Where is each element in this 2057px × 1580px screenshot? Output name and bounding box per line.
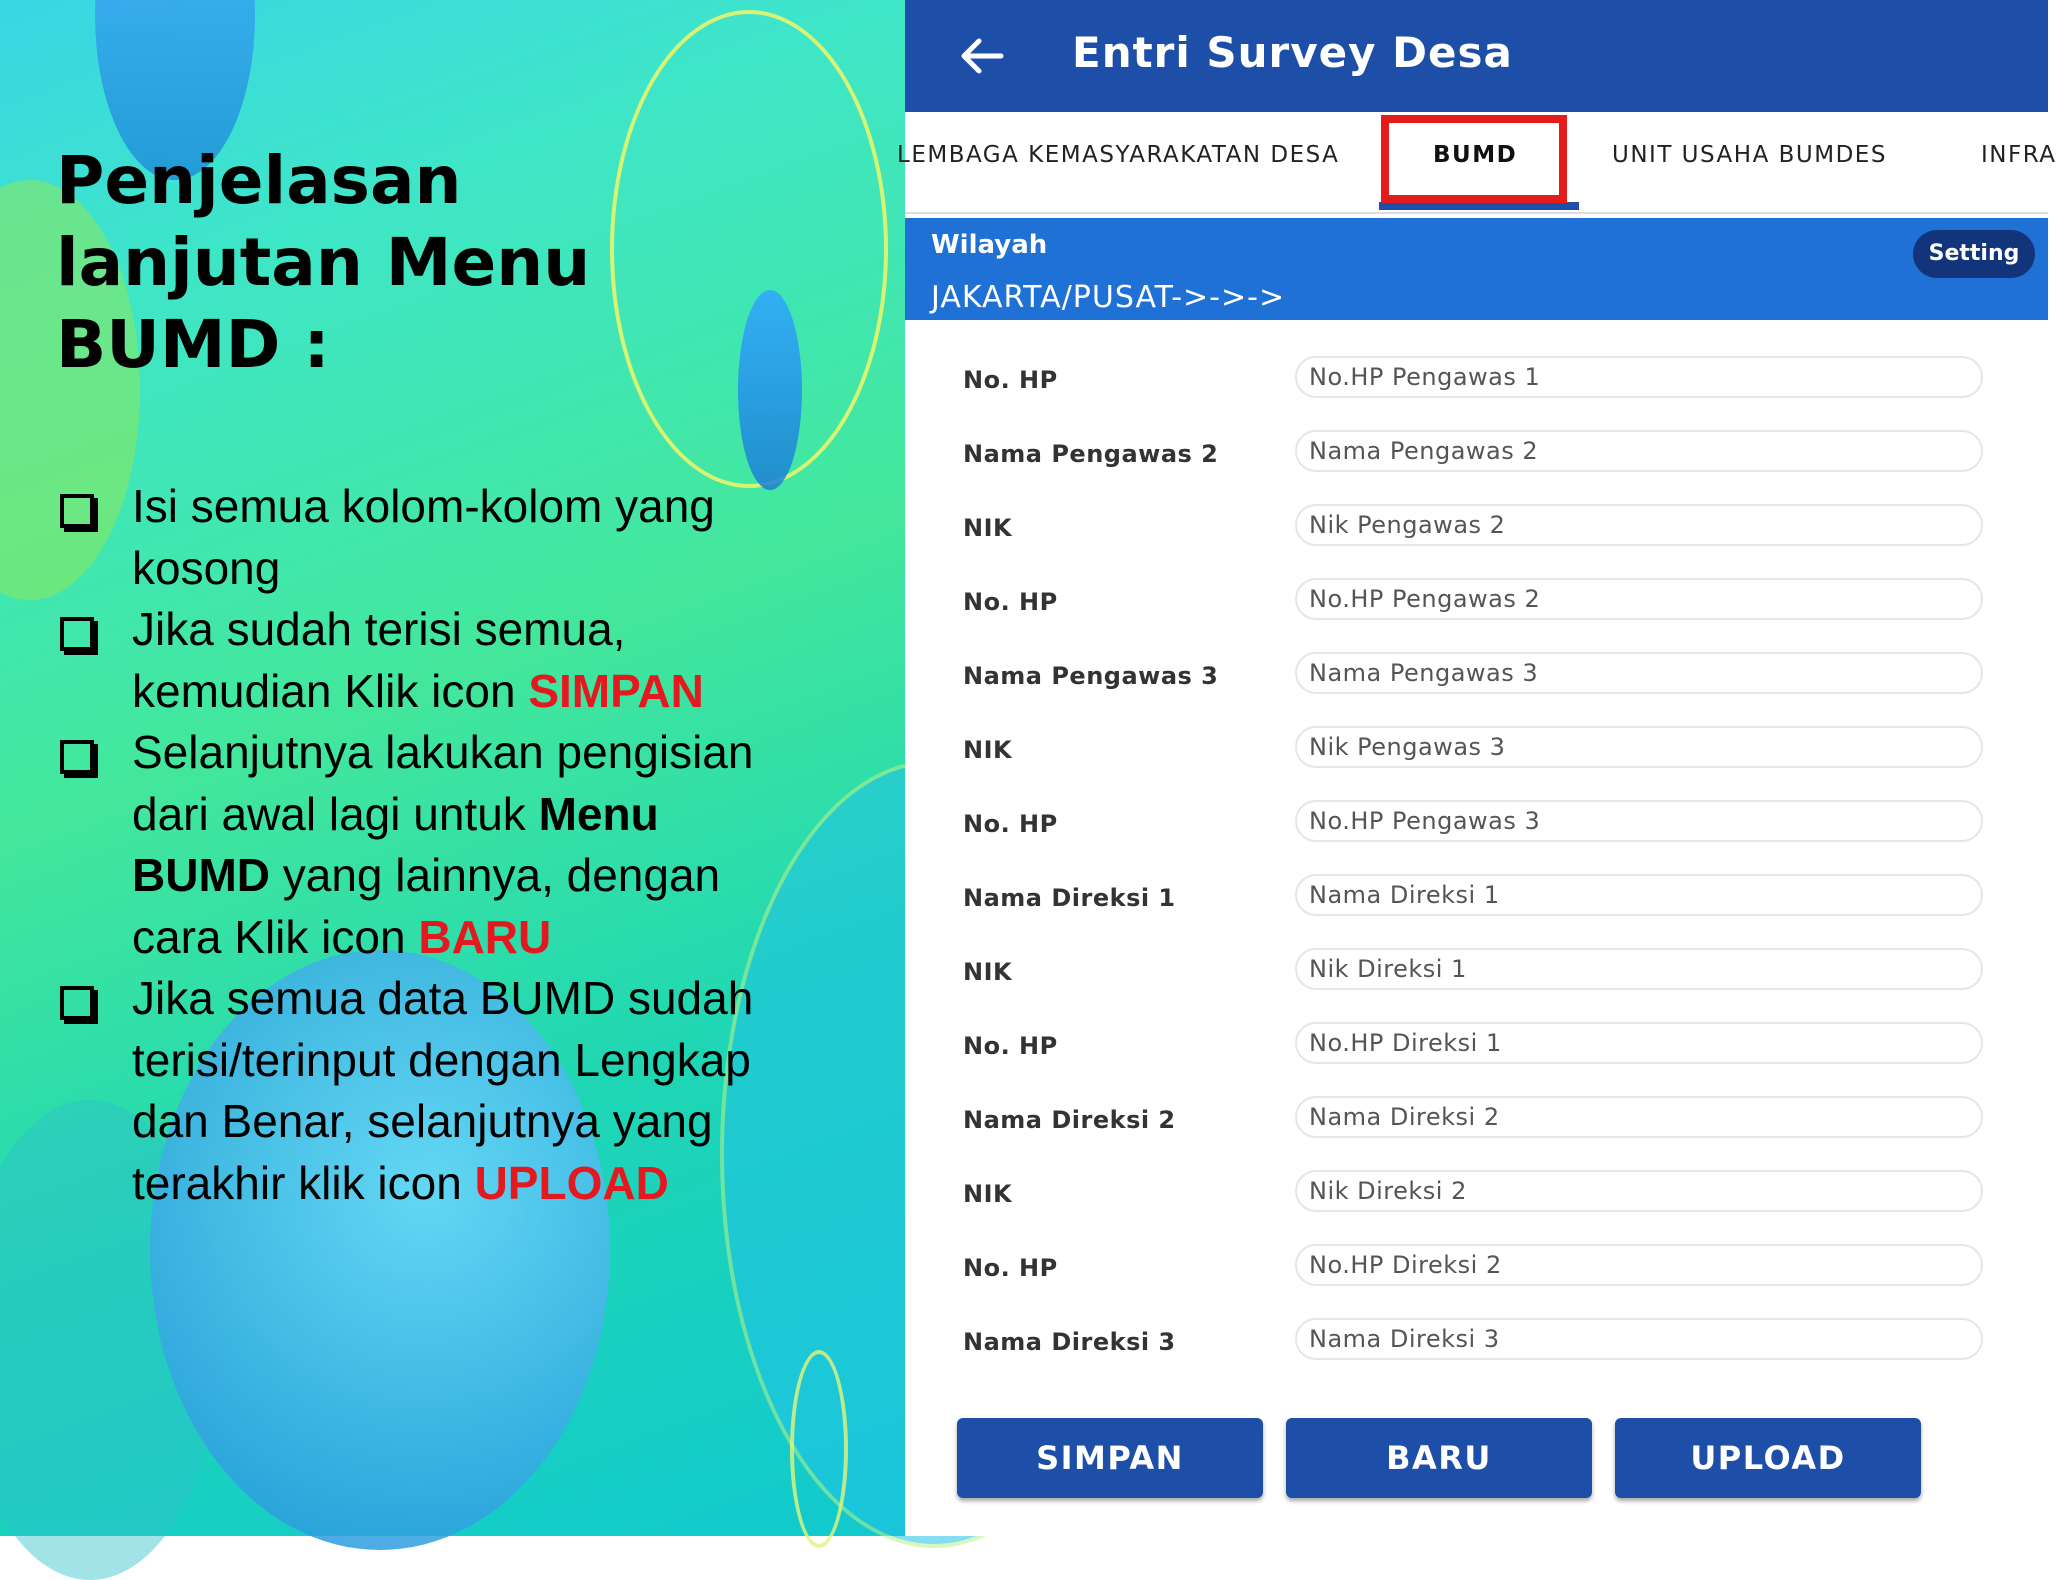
nik-pengawas-2-field[interactable] [1295,504,1983,546]
slide-title: Penjelasan lanjutan Menu BUMD : [56,142,591,383]
checkbox-bullet-icon [60,617,94,651]
form-row [905,340,2048,414]
field-label: No. HP [963,1254,1058,1282]
field-label: Nama Direksi 2 [963,1106,1176,1134]
emphasis-bumd: BUMD [132,849,270,901]
form-row [905,488,2048,562]
form-row [905,1080,2048,1154]
field-label: Nama Pengawas 3 [963,662,1219,690]
form-row [905,1302,2048,1376]
checkbox-bullet-icon [60,740,94,774]
slide-panel [0,0,905,1536]
nik-direksi-2-field[interactable] [1295,1170,1983,1212]
field-label: NIK [963,736,1013,764]
region-value: JAKARTA/PUSAT->->-> [931,280,1286,315]
instruction-item: Jika semua data BUMD sudah terisi/terinput dengan Lengkap dan Benar, selanjutnya yang terakhir klik icon UPLOAD [56,968,796,1214]
field-label: Nama Direksi 1 [963,884,1176,912]
form-row [905,562,2048,636]
app-bar [905,0,2048,112]
instruction-item: Selanjutnya lakukan pengisian dari awal lagi untuk Menu BUMD yang lainnya, dengan cara Klik icon BARU [56,722,796,968]
field-label: No. HP [963,366,1058,394]
tab-lembaga-kemasyarakatan-desa[interactable]: LEMBAGA KEMASYARAKATAN DESA [897,142,1340,168]
no-hp-direksi-1-field[interactable] [1295,1022,1983,1064]
form-row [905,858,2048,932]
tab-highlight-box [1381,115,1567,203]
field-label: Nama Direksi 3 [963,1328,1176,1356]
field-label: NIK [963,958,1013,986]
nama-direksi-2-field[interactable] [1295,1096,1983,1138]
emphasis-upload: UPLOAD [474,1156,669,1209]
form-row [905,784,2048,858]
nama-pengawas-3-field[interactable] [1295,652,1983,694]
region-label: Wilayah [931,230,1048,260]
checkbox-bullet-icon [60,986,94,1020]
action-bar [905,1418,2048,1502]
form-row [905,710,2048,784]
emphasis-simpan: SIMPAN [528,664,704,717]
tab-bumd[interactable]: BUMD [1433,142,1518,168]
upload-button[interactable]: UPLOAD [1615,1418,1921,1498]
instruction-item: Isi semua kolom-kolom yang kosong [56,476,796,599]
instruction-list [56,476,796,1214]
field-label: NIK [963,514,1013,542]
active-tab-indicator [1379,202,1579,210]
tab-unit-usaha-bumdes[interactable]: UNIT USAHA BUMDES [1612,142,1887,168]
form-row [905,636,2048,710]
app-title: Entri Survey Desa [1072,28,1513,77]
nama-direksi-1-field[interactable] [1295,874,1983,916]
no-hp-pengawas-1-field[interactable] [1295,356,1983,398]
field-label: NIK [963,1180,1013,1208]
nama-direksi-3-field[interactable] [1295,1318,1983,1360]
arrow-left-icon[interactable] [955,30,1007,82]
form-row [905,1154,2048,1228]
setting-button[interactable]: Setting [1913,230,2035,278]
app-screen [897,0,2057,1536]
baru-button[interactable]: BARU [1286,1418,1592,1498]
emphasis-baru: BARU [418,910,552,963]
field-label: Nama Pengawas 2 [963,440,1219,468]
no-hp-pengawas-2-field[interactable] [1295,578,1983,620]
form-row [905,414,2048,488]
emphasis-menu: Menu [538,787,659,840]
form-row [905,932,2048,1006]
nik-pengawas-3-field[interactable] [1295,726,1983,768]
simpan-button[interactable]: SIMPAN [957,1418,1263,1498]
region-header [905,218,2048,320]
field-label: No. HP [963,588,1058,616]
no-hp-pengawas-3-field[interactable] [1295,800,1983,842]
tab-infra[interactable]: INFRA [1981,142,2057,168]
nik-direksi-1-field[interactable] [1295,948,1983,990]
field-label: No. HP [963,1032,1058,1060]
instruction-item: Jika sudah terisi semua, kemudian Klik icon SIMPAN [56,599,796,722]
decor-ring [790,1350,848,1548]
form-row [905,1006,2048,1080]
no-hp-direksi-2-field[interactable] [1295,1244,1983,1286]
checkbox-bullet-icon [60,494,94,528]
form-row [905,1228,2048,1302]
tab-bar [897,112,2057,214]
field-label: No. HP [963,810,1058,838]
nama-pengawas-2-field[interactable] [1295,430,1983,472]
